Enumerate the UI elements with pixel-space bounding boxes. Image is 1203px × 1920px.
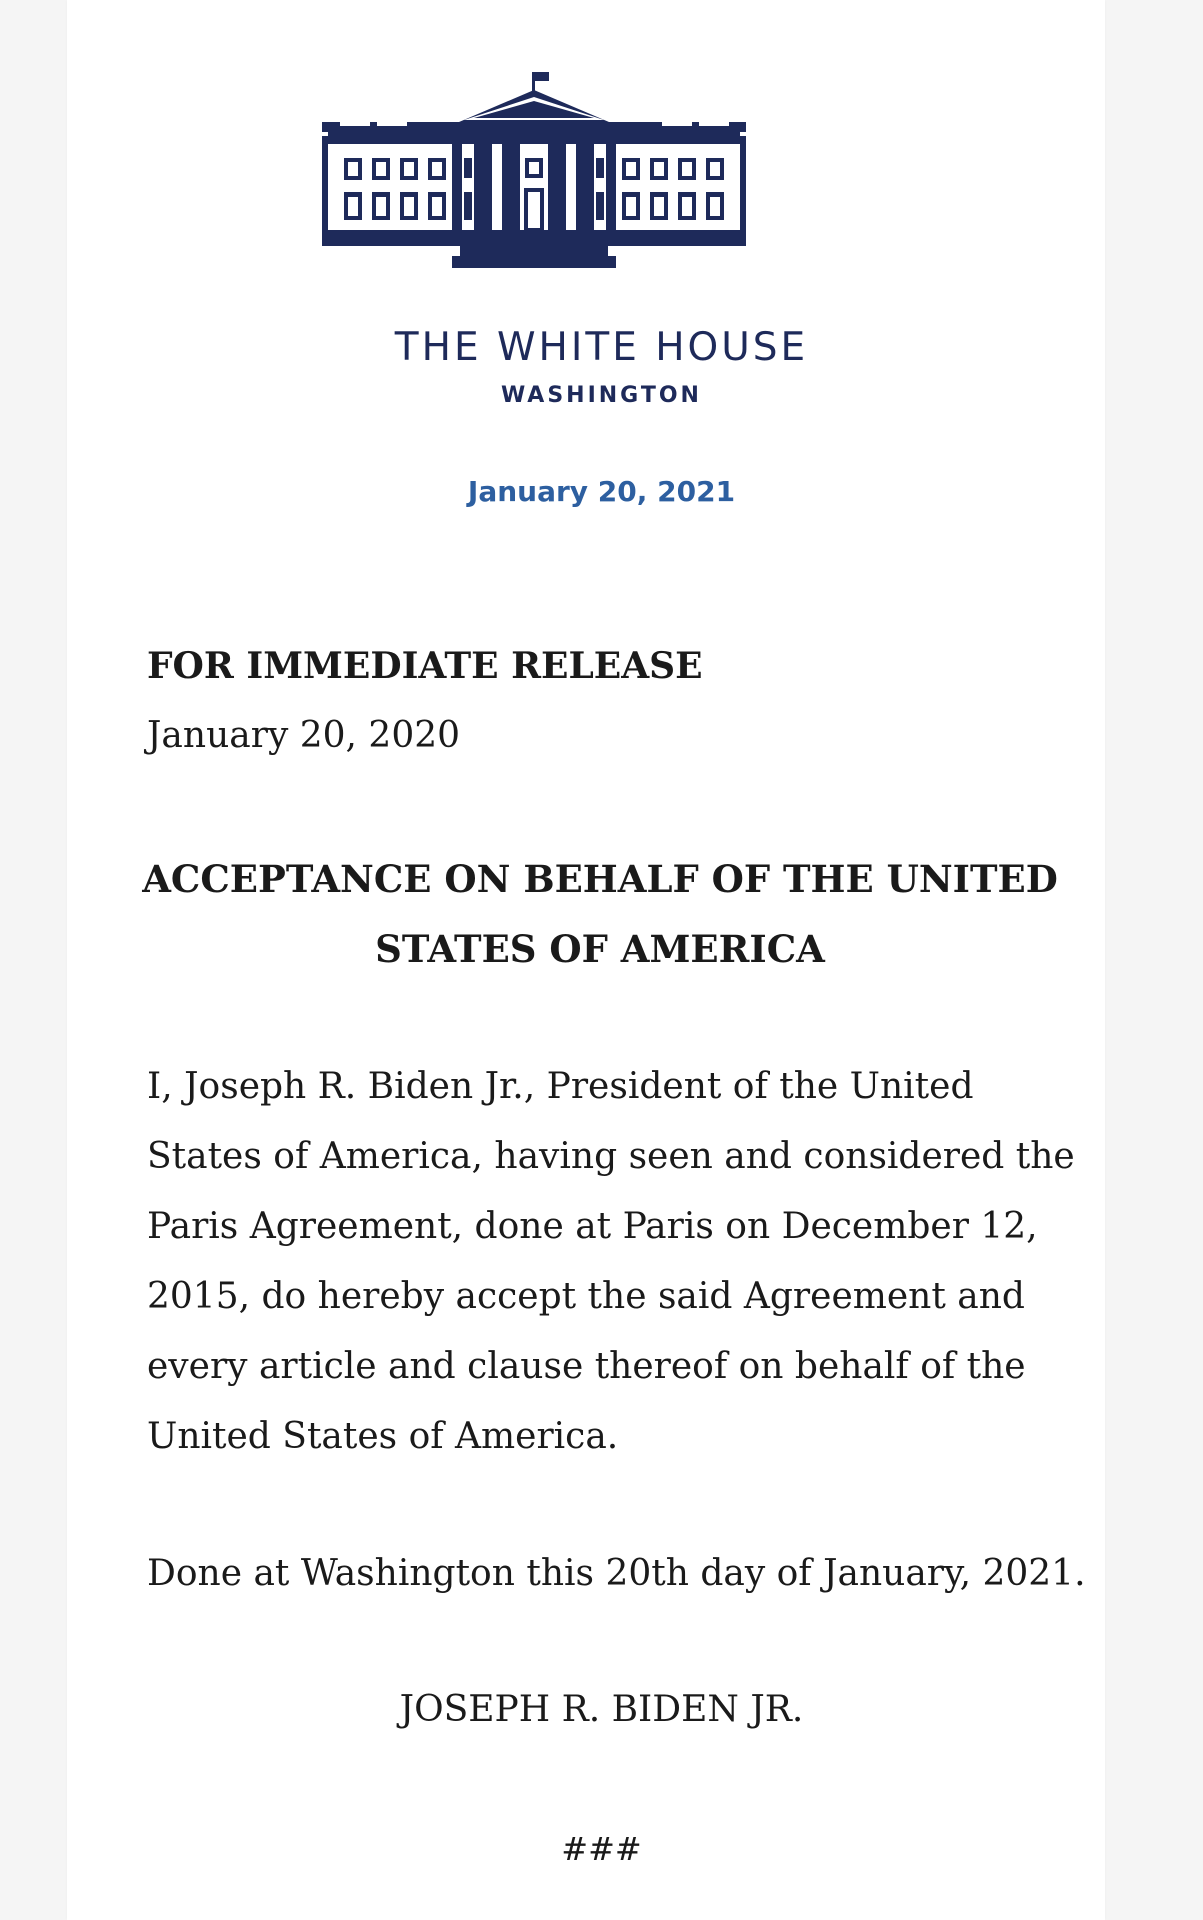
body-line: 2015, do hereby accept the said Agreement and (147, 1276, 1025, 1317)
document-title (140, 844, 1060, 984)
document-body (147, 1052, 1075, 1472)
document-title-line: STATES OF AMERICA (375, 927, 825, 971)
body-line: I, Joseph R. Biden Jr., President of the United (147, 1066, 974, 1107)
organization-location: WASHINGTON (501, 383, 702, 408)
done-at-line: Done at Washington this 20th day of January, 2021. (147, 1553, 1086, 1594)
body-line: every article and clause thereof on behalf of the (147, 1346, 1026, 1387)
publish-date: January 20, 2021 (467, 475, 736, 508)
signature-name: JOSEPH R. BIDEN JR. (399, 1689, 804, 1730)
white-house-building-icon (322, 70, 746, 270)
body-line: United States of America. (147, 1416, 619, 1457)
document-title-line: ACCEPTANCE ON BEHALF OF THE UNITED (142, 857, 1058, 901)
end-mark: ### (561, 1830, 642, 1868)
body-line: Paris Agreement, done at Paris on December 12, (147, 1206, 1038, 1247)
release-label: FOR IMMEDIATE RELEASE (147, 645, 703, 687)
body-line: States of America, having seen and considered the (147, 1136, 1075, 1177)
organization-name: THE WHITE HOUSE (394, 325, 809, 370)
release-date: January 20, 2020 (147, 715, 461, 756)
